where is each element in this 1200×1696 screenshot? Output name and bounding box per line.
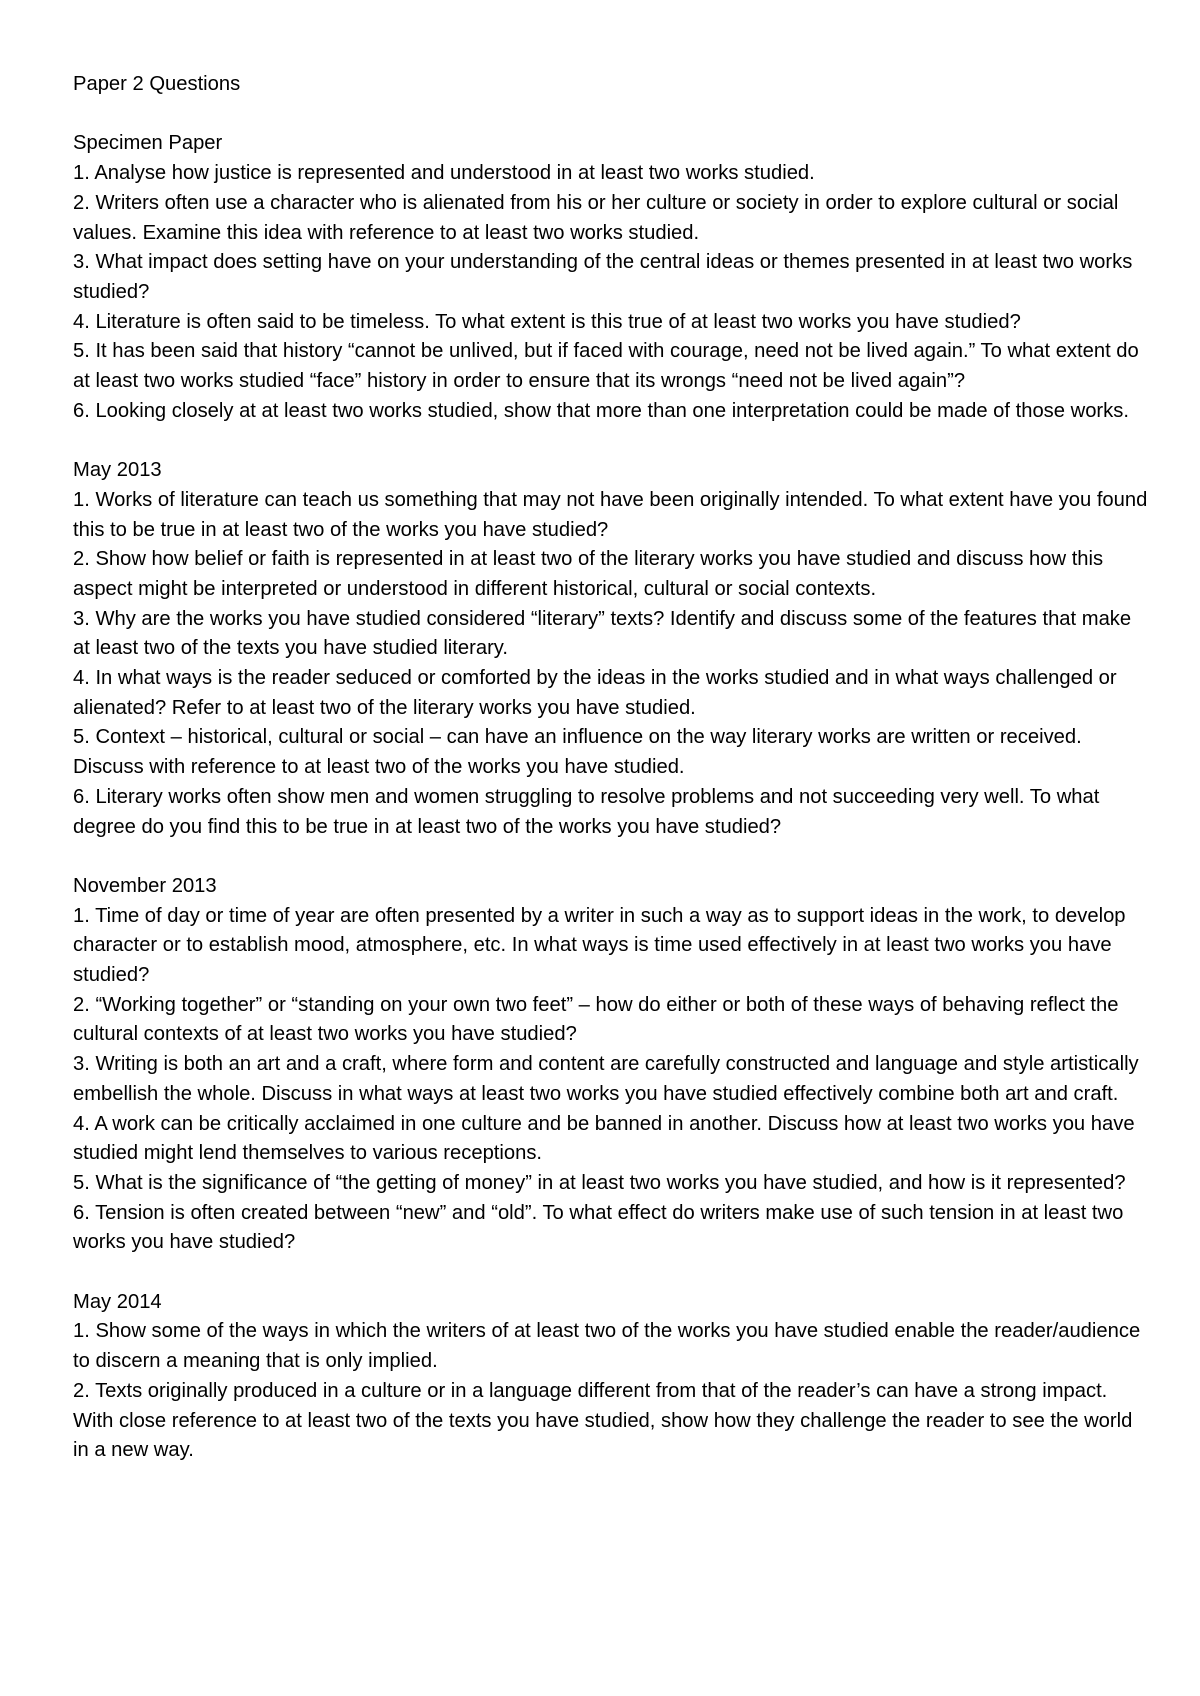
question-item: 1. Works of literature can teach us something that may not have been originally intended. To what extent have you found this to be true in at least two of the works you have studied? bbox=[73, 488, 1148, 541]
section-heading: May 2014 bbox=[73, 1290, 162, 1313]
section-may-2013 bbox=[73, 456, 1153, 842]
question-item: 2. “Working together” or “standing on your own two feet” – how do either or both of these ways of behaving reflect the cultural contexts of at least two works you have studied? bbox=[73, 993, 1119, 1046]
section-heading: Specimen Paper bbox=[73, 132, 223, 155]
question-item: 4. A work can be critically acclaimed in one culture and be banned in another. Discuss how at least two works you have studied might lend themselves to various receptions. bbox=[73, 1112, 1135, 1165]
question-item: 2. Texts originally produced in a culture or in a language different from that of the reader’s can have a strong impact. With close reference to at least two of the texts you have studied, show how they challenge the reader to see the world in a new way. bbox=[73, 1379, 1133, 1462]
question-item: 3. What impact does setting have on your understanding of the central ideas or themes presented in at least two works studied? bbox=[73, 251, 1133, 303]
question-item: 1. Analyse how justice is represented and understood in at least two works studied. bbox=[73, 162, 815, 185]
question-item: 4. Literature is often said to be timeless. To what extent is this true of at least two works you have studied? bbox=[73, 310, 1021, 333]
document-title: Paper 2 Questions bbox=[73, 73, 241, 95]
question-item: 3. Why are the works you have studied considered “literary” texts? Identify and discuss some of the features that make at least two of the texts you have studied literary. bbox=[73, 607, 1132, 660]
question-item: 6. Literary works often show men and women struggling to resolve problems and not succeeding very well. To what degree do you find this to be true in at least two of the works you have studied? bbox=[73, 785, 1100, 838]
question-item: 4. In what ways is the reader seduced or comforted by the ideas in the works studied and in what ways challenged or alienated? Refer to at least two of the literary works you have studied. bbox=[73, 667, 1117, 719]
section-may-2014 bbox=[73, 1288, 1153, 1466]
section-specimen-paper bbox=[73, 129, 1153, 426]
question-item: 2. Show how belief or faith is represented in at least two of the literary works you have studied and discuss how this aspect might be interpreted or understood in different historical, cultural or social contexts. bbox=[73, 548, 1104, 600]
question-item: 1. Time of day or time of year are often presented by a writer in such a way as to support ideas in the work, to develop character or to establish mood, atmosphere, etc. In what ways is time used effectively in at least two works you have studied? bbox=[73, 904, 1126, 987]
question-item: 1. Show some of the ways in which the writers of at least two of the works you have studied enable the reader/audience to discern a meaning that is only implied. bbox=[73, 1320, 1141, 1373]
document-page bbox=[73, 70, 1153, 1466]
question-item: 5. Context – historical, cultural or social – can have an influence on the way literary works are written or received. Discuss with reference to at least two of the works you have studied. bbox=[73, 726, 1082, 779]
section-heading: November 2013 bbox=[73, 874, 217, 897]
section-heading: May 2013 bbox=[73, 459, 162, 482]
question-item: 3. Writing is both an art and a craft, where form and content are carefully constructed and language and style artistically embellish the whole. Discuss in what ways at least two works you have studied effectively combine both art and craft. bbox=[73, 1053, 1139, 1105]
question-item: 5. What is the significance of “the getting of money” in at least two works you have studied, and how is it represented? bbox=[73, 1171, 1126, 1194]
question-item: 6. Tension is often created between “new” and “old”. To what effect do writers make use of such tension in at least two works you have studied? bbox=[73, 1201, 1124, 1254]
question-item: 6. Looking closely at at least two works studied, show that more than one interpretation could be made of those works. bbox=[73, 399, 1129, 422]
section-november-2013 bbox=[73, 872, 1153, 1258]
question-item: 2. Writers often use a character who is alienated from his or her culture or society in order to explore cultural or social values. Examine this idea with reference to at least two works studied. bbox=[73, 191, 1119, 244]
question-item: 5. It has been said that history “cannot be unlived, but if faced with courage, need not be lived again.” To what extent do at least two works studied “face” history in order to ensure that its wrongs “need not be lived again”? bbox=[73, 340, 1139, 393]
